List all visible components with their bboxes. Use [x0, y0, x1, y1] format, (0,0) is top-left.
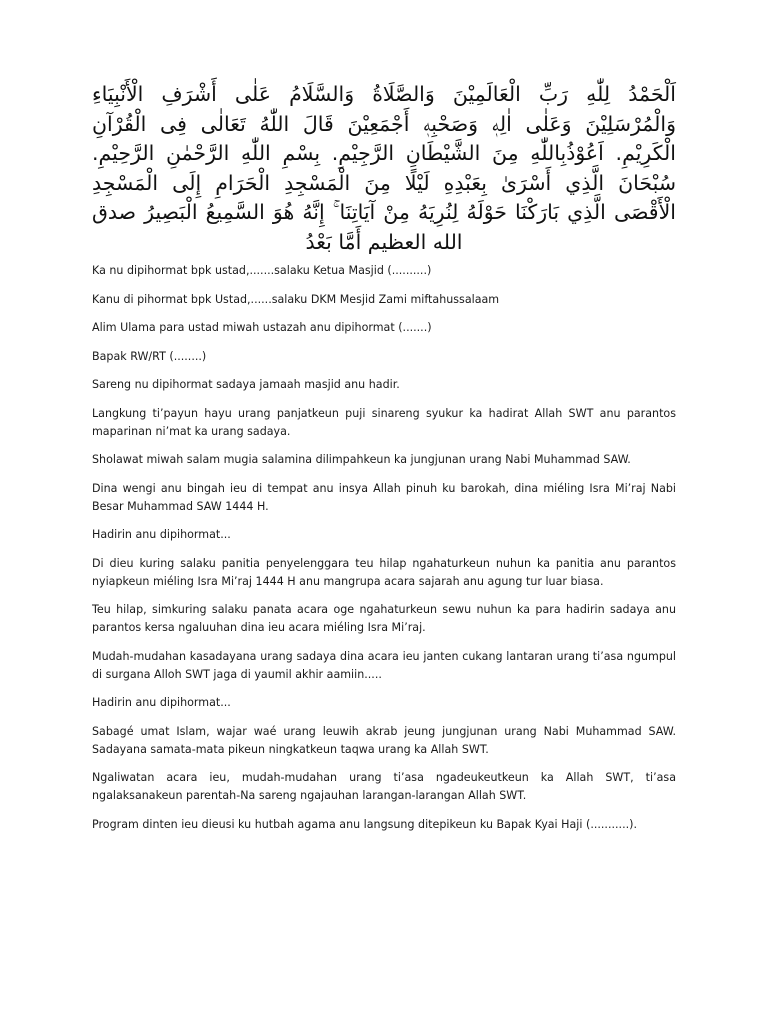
paragraph-greeting-ulama: Alim Ulama para ustad miwah ustazah anu dipihormat (.......)	[92, 321, 432, 334]
paragraph-sholawat: Sholawat miwah salam mugia salamina dilimpahkeun ka jungjunan urang Nabi Muhammad SAW.	[92, 453, 631, 466]
paragraph-isra-miraj: Dina wengi anu bingah ieu di tempat anu insya Allah pinuh ku barokah, dina miéling Isra Mi’raj Nabi Besar Muhammad SAW 1444 H.	[92, 481, 676, 513]
paragraph-thanks-hadirin: Teu hilap, simkuring salaku panata acara oge ngahaturkeun sewu nuhun ka para hadirin sadaya anu parantos kersa ngaluuhan dina ieu acara miéling Isra Mi’raj.	[92, 603, 676, 634]
paragraph-greeting-dkm: Kanu di pihormat bpk Ustad,......salaku DKM Mesjid Zami miftahussalaam	[92, 292, 500, 306]
paragraph-greeting-jamaah: Sareng nu dipihormat sadaya jamaah masjid anu hadir.	[92, 378, 400, 391]
paragraph-program: Program dinten ieu dieusi ku hutbah agama anu langsung ditepikeun ku Bapak Kyai Haji (...........).	[92, 817, 637, 831]
paragraph-taqwa: Ngaliwatan acara ieu, mudah-mudahan urang ti’asa ngadeukeutkeun ka Allah SWT, ti’asa ngalaksanakeun parentah-Na sareng ngajauhan larangan-larangan Allah SWT.	[92, 771, 676, 802]
document-body	[92, 262, 676, 844]
paragraph-greeting-ketua-masjid: Ka nu dipihormat bpk ustad,.......salaku Ketua Masjid (..........)	[92, 264, 432, 277]
paragraph-doa: Mudah-mudahan kasadayana urang sadaya dina acara ieu janten cukang lantaran urang ti’asa ngumpul di surgana Alloh SWT jaga di yaumil akhir aamiin.....	[92, 649, 676, 681]
paragraph-panitia: Di dieu kuring salaku panitia penyelenggara teu hilap ngahaturkeun nuhun ka panitia anu parantos nyiapkeun miéling Isra Mi’raj 1444 H anu mangrupa acara sajarah anu agung tur luar biasa.	[92, 556, 676, 588]
paragraph-greeting-rw-rt: Bapak RW/RT (........)	[92, 349, 207, 363]
paragraph-hadirin-2: Hadirin anu dipihormat...	[92, 696, 231, 709]
paragraph-puji-syukur: Langkung ti’payun hayu urang panjatkeun puji sinareng syukur ka hadirat Allah SWT anu parantos maparinan ni’mat ka urang sadaya.	[92, 406, 676, 438]
paragraph-umat-islam: Sabagé umat Islam, wajar waé urang leuwih akrab jeung jungjunan urang Nabi Muhammad SAW. Sadayana samata-mata pikeun ningkatkeun taqwa urang ka Allah SWT.	[92, 724, 676, 756]
arabic-opening-text: اَلْحَمْدُ لِلّٰهِ رَبِّ الْعَالَمِيْنَ وَالصَّلَاةُ وَالسَّلَامُ عَلٰى أَشْرَفِ الْأَنْبِيَاءِ وَالْمُرْسَلِيْنَ وَعَلٰى اٰلِهٖ وَصَحْبِهٖ أَجْمَعِيْنَ قَالَ اللّٰهُ تَعَالٰى فِى الْقُرْآنِ الْكَرِيْمِ. اَعُوْذُبِاللّٰهِ مِنَ الشَّيْطَانِ الرَّجِيْمِ. بِسْمِ اللّٰهِ الرَّحْمٰنِ الرَّحِيْمِ. سُبْحَانَ الَّذِي أَسْرَىٰ بِعَبْدِهِ لَيْلًا مِنَ الْمَسْجِدِ الْحَرَامِ إِلَى الْمَسْجِدِ الْأَقْصَى الَّذِي بَارَكْنَا حَوْلَهُ لِنُرِيَهُ مِنْ آيَاتِنَا ۚ إِنَّهُ هُوَ السَّمِيعُ الْبَصِيرُ صدق الله العظيم أَمَّا بَعْدُ	[92, 82, 676, 254]
paragraph-hadirin-1: Hadirin anu dipihormat...	[92, 528, 231, 541]
